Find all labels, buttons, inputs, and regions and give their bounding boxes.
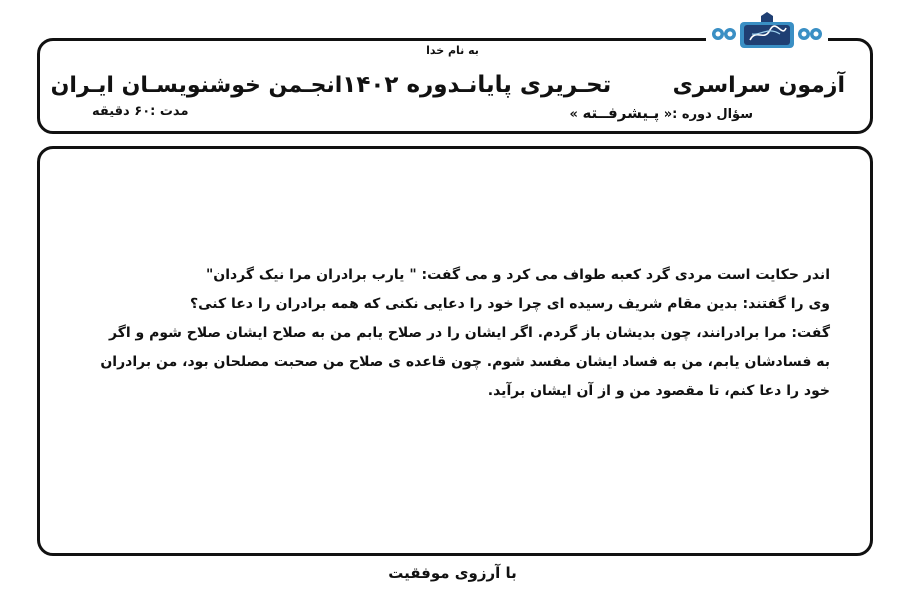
passage-line: به فسادشان یابم، من به فساد ایشان مفسد شوم. چون قاعده ی صلاح من صحبت مصلحان بود، من برادران [100,354,830,370]
passage-line: اندر حکایت است مردی گرد کعبه طواف می کرد و می گفت: " یارب برادران مرا نیک گردان" [205,267,830,283]
passage-line: گفت: مرا برادرانند، چون بدیشان باز گردم. اگر ایشان را در صلاح یابم من به صلاح ایشان صلاح شوم و اگر [109,325,830,341]
exam-duration: مدت :۶۰ دقیقه [92,104,189,119]
course-level: سؤال دوره :« پـیشرفــته » [569,104,753,122]
good-luck-footer: با آرزوی موفقیت [388,564,517,582]
exam-title: تحـریری پایانـدوره ۱۴۰۲ [342,72,612,98]
association-name: انجـمن خوشنویسـان ایـران [50,73,343,98]
exam-title-row [50,72,845,98]
exam-name: آزمون سراسری تحـریری پایانـدوره ۱۴۰۲ [342,72,845,98]
course-level-name: پـیشرفــته [582,104,660,122]
passage-text [70,261,830,406]
exam-subtitle-row [92,104,813,122]
passage-line: خود را دعا کنم، تا مقصود من و از آن ایشان برآید. [487,383,830,399]
basmala: به نام خدا [426,44,479,57]
question-box [37,146,873,556]
passage-line: وی را گفتند: بدین مقام شریف رسیده ای چرا خود را دعایی نکنی که همه برادران را دعا کنی؟ [189,296,830,312]
